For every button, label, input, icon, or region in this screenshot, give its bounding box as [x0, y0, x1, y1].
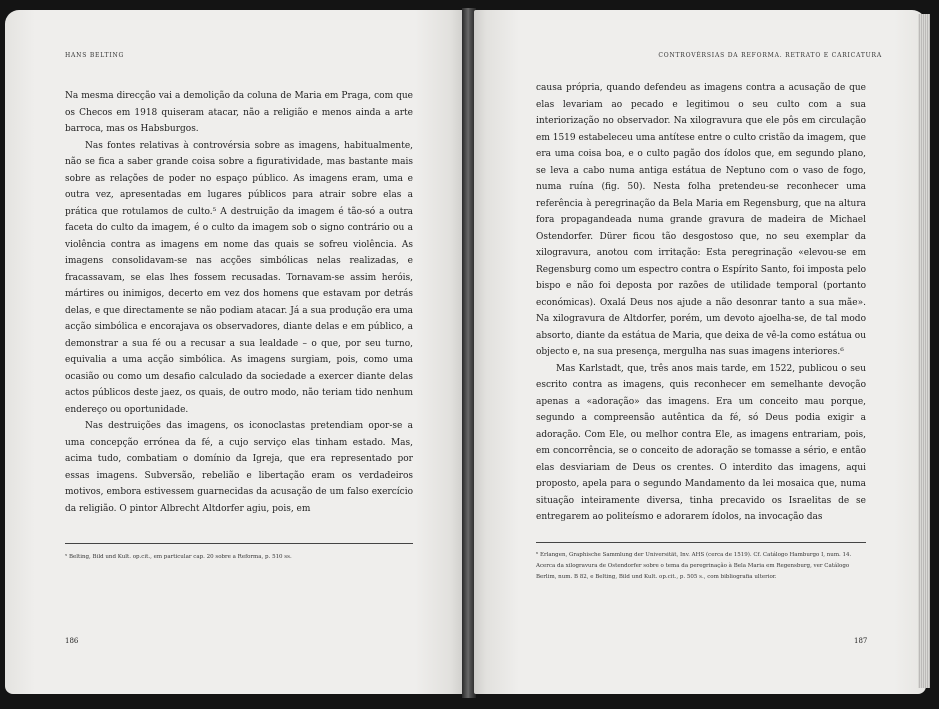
left-footnote: ⁵ Belting, Bild und Kult. op.cit., em particular cap. 20 sobre a Reforma, p. 510 ss. [65, 554, 292, 560]
left-paragraph-3: Nas destruições das imagens, os iconoclastas pretendiam opor-se a uma concepção errónea da fé, a cujo serviço elas tinham estado. Mas, acima tudo, combatiam o domínio da Igreja, que era representado por essas imagens. Subversão, rebelião e libertação eram os verdadeiros motivos, embora estivessem guarnecidas da acusação de um falso exercício da religião. O pintor Albrecht Altdorfer agiu, pois, em [65, 421, 413, 514]
left-page [5, 10, 464, 694]
right-paragraph-2: Mas Karlstadt, que, três anos mais tarde, em 1522, publicou o seu escrito contra as imagens, quis reconhecer em semelhante devoção apenas a «adoração» das imagens. Era um conceito mau porque, segundo a compreensão autêntica da fé, só Deus podia exigir a adoração. Com Ele, ou melhor contra Ele, as imagens entrariam, pois, em concorrência, se o conceito de adoração se tomasse a sério, e então elas desviariam de Deus os crentes. O interdito das imagens, aqui proposto, apela para o segundo Mandamento da lei mosaica que, numa situação inteiramente diversa, tinha precavido os Israelitas de se entregarem ao politeísmo e adorarem ídolos, na invocação das [536, 363, 866, 522]
right-footnote-rule [536, 542, 866, 543]
right-body-text [536, 80, 866, 526]
page-edges [918, 14, 930, 688]
left-paragraph-1: Na mesma direcção vai a demolição da coluna de Maria em Praga, com que os Checos em 1918 quiseram atacar, não a religião e menos ainda a arte barroca, mas os Habsburgos. [65, 91, 413, 134]
left-footnote-rule [65, 543, 413, 544]
left-body-text [65, 88, 413, 517]
right-paragraph-1: causa própria, quando defendeu as imagens contra a acusação de que elas levariam ao pecado e legitimou o seu culto com a sua interiorização no observador. Na xilogravura que ele pôs em circulação em 1519 estabeleceu uma antítese entre o culto cristão da imagem, que era uma coisa boa, e o culto pagão dos ídolos que, em segundo plano, se leva a cabo numa antiga estátua de Neptuno com o vaso de fogo, numa ruína (fig. 50). Nesta folha pretendeu-se reconhecer uma referência à peregrinação da Bela Maria em Regensburg, que na altura fora propagandeada numa grande gravura de madeira de Michael Ostendorfer. Dürer ficou tão desgostoso que, no seu exemplar da xilogravura, anotou com irritação: Esta peregrinação «elevou-se em Regensburg como um espectro contra o Espírito Santo, foi imposta pelo bispo e não foi deposta por razões de utilidade temporal (portanto económicas). Oxalá Deus nos ajude a não desonrar tanto a sua mãe». Na xilogravura de Altdorfer, porém, um devoto ajoelha-se, de tal modo absorto, diante da estátua de Maria, que deixa de vê-la como estátua ou objecto e, na sua presença, mergulha nas suas imagens interiores.⁶ [536, 83, 866, 357]
left-running-head: HANS BELTING [65, 52, 125, 59]
right-running-head: CONTROVÉRSIAS DA REFORMA. RETRATO E CARICATURA [658, 52, 882, 59]
right-footnote: ⁶ Erlangen, Graphische Sammlung der Universität, Inv. AHS (cerca de 1519). Cf. Catálogo Hamburgo I, num. 14. Acerca da xilogravura de Ostendorfer sobre o tema da peregrinação à Bela Maria em Regensburg, ver Catálogo Berlim, num. B 82, e Belting, Bild und Kult. op.cit., p. 505 s., com bibliografia ulterior. [536, 552, 852, 580]
left-page-number: 186 [65, 637, 79, 645]
left-paragraph-2: Nas fontes relativas à controvérsia sobre as imagens, habitualmente, não se fica a saber grande coisa sobre a figuratividade, mas bastante mais sobre as relações de poder no espaço público. As imagens eram, uma e outra vez, apresentadas em lugares públicos para atrair sobre elas a prática que rotulamos de culto.⁵ A destruição da imagem é tão-só a outra faceta do culto da imagem, é o culto da imagem sob o signo contrário ou a violência contra as imagens em nome das quais se sofreu violência. As imagens consolidavam-se nas acções simbólicas nelas realizadas, e fracassavam, se elas lhes fossem recusadas. Tornavam-se assim heróis, mártires ou inimigos, decerto em vez dos homens que estavam por detrás delas, e que directamente se não podiam atacar. Já a sua produção era uma acção simbólica e encorajava os observadores, diante delas e em público, a demonstrar a sua fé ou a recusar a sua lealdade – o que, por seu turno, equivalia a uma acção simbólica. As imagens surgiam, pois, como uma ocasião ou como um desafio calculado da sociedade a exercer diante delas actos públicos deste jaez, os quais, de outro modo, não teriam tido nenhum endereço ou oportunidade. [65, 140, 413, 415]
right-page [474, 10, 926, 694]
right-page-number: 187 [854, 637, 868, 645]
